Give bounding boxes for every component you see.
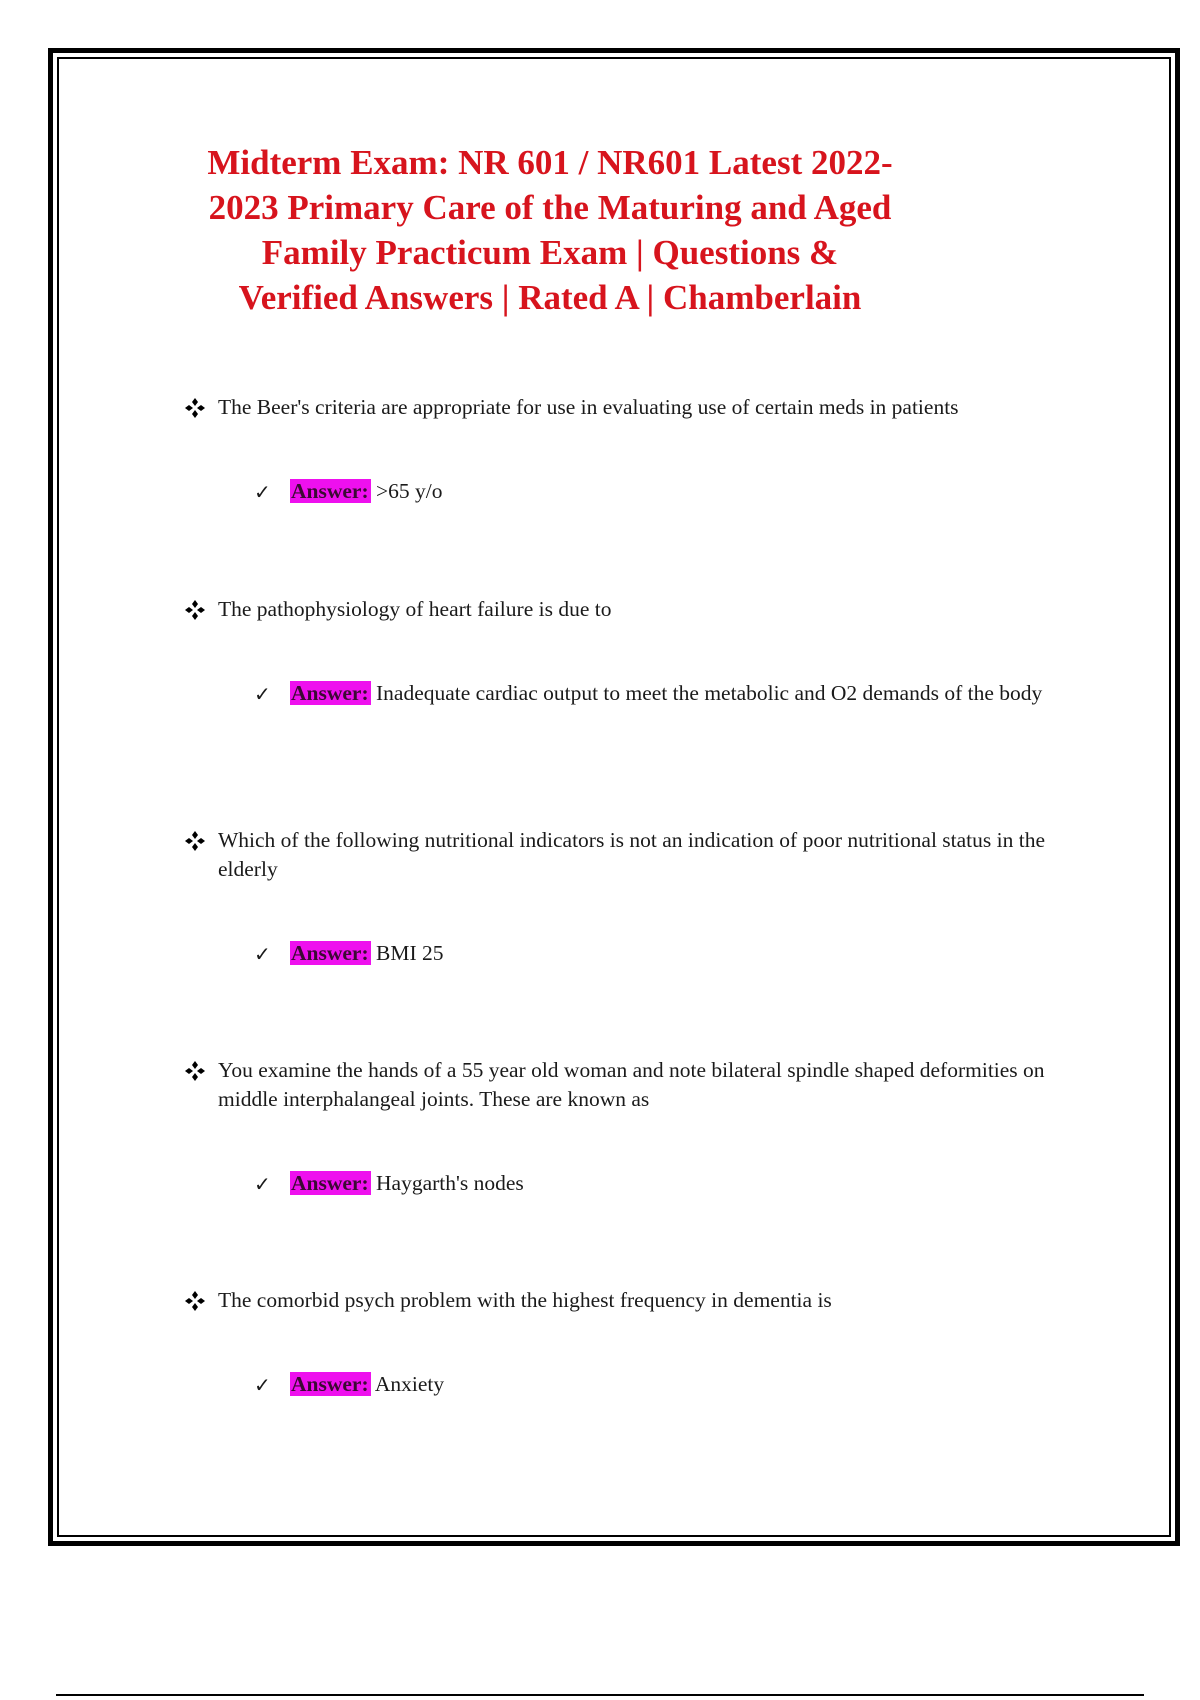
answer-label: Answer: (291, 479, 369, 503)
answer-text: BMI 25 (376, 941, 444, 965)
answer-label: Answer: (291, 941, 369, 965)
checkmark-icon: ✓ (254, 1172, 271, 1196)
qa-item (182, 1056, 1082, 1197)
question-text: The comorbid psych problem with the highest frequency in dementia is (218, 1288, 832, 1312)
document-title: Midterm Exam: NR 601 / NR601 Latest 2022-2023 Primary Care of the Maturing and Aged Family Practicum Exam | Questions & Verified Answers | Rated A | Chamberlain (207, 143, 893, 317)
checkmark-icon: ✓ (254, 942, 271, 966)
question (182, 826, 1082, 884)
answer (254, 940, 1082, 967)
answer-label: Answer: (291, 681, 369, 705)
answer (254, 478, 1082, 505)
four-diamond-bullet-icon (184, 397, 206, 419)
question (182, 393, 1082, 422)
answer-label: Answer: (291, 1372, 369, 1396)
qa-item (182, 826, 1082, 967)
question (182, 1286, 1082, 1315)
answer-text: >65 y/o (376, 479, 443, 503)
answer (254, 1170, 1082, 1197)
answer-text: Anxiety (374, 1372, 445, 1396)
question-text: The Beer's criteria are appropriate for use in evaluating use of certain meds in patients (218, 395, 959, 419)
question (182, 595, 1082, 624)
checkmark-icon: ✓ (254, 682, 271, 706)
answer-text: Inadequate cardiac output to meet the metabolic and O2 demands of the body (376, 681, 1043, 705)
four-diamond-bullet-icon (184, 1290, 206, 1312)
checkmark-icon: ✓ (254, 1373, 271, 1397)
answer (254, 680, 1082, 707)
question-text: You examine the hands of a 55 year old woman and note bilateral spindle shaped deformities on middle interphalangeal joints. These are known as (218, 1058, 1045, 1111)
four-diamond-bullet-icon (184, 830, 206, 852)
four-diamond-bullet-icon (184, 1060, 206, 1082)
answer (254, 1371, 1082, 1398)
question-text: Which of the following nutritional indicators is not an indication of poor nutritional status in the elderly (218, 828, 1046, 881)
qa-item (182, 595, 1082, 707)
footer-divider (56, 1694, 1144, 1696)
question-text: The pathophysiology of heart failure is due to (218, 597, 612, 621)
qa-item (182, 1286, 1082, 1398)
answer-text: Haygarth's nodes (376, 1171, 524, 1195)
qa-item (182, 393, 1082, 505)
checkmark-icon: ✓ (254, 480, 271, 504)
answer-label: Answer: (291, 1171, 369, 1195)
four-diamond-bullet-icon (184, 599, 206, 621)
question (182, 1056, 1082, 1114)
